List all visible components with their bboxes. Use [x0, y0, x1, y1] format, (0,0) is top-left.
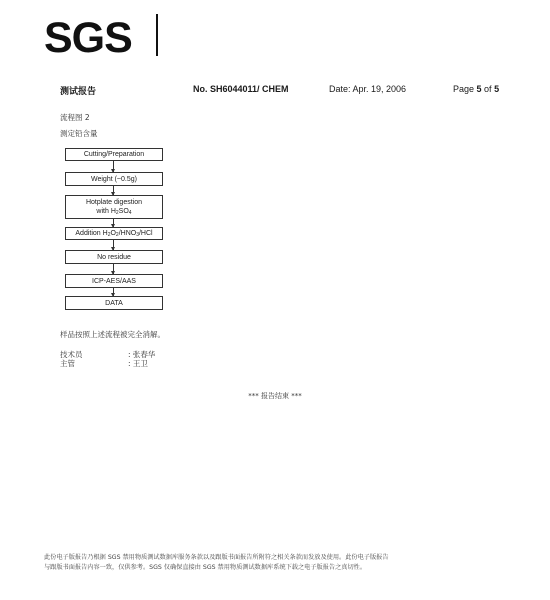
formula-subscript: 4 [128, 210, 132, 216]
formula-text: with H [96, 208, 116, 215]
technician-name: : 张春华 [128, 350, 156, 359]
flow-arrow [113, 264, 114, 274]
flow-step-icp [65, 274, 163, 288]
page-prefix: Page [453, 84, 477, 94]
flow-arrow [113, 186, 114, 195]
flow-step-digestion [65, 195, 163, 219]
flow-arrow [113, 219, 114, 227]
page-indicator [453, 84, 499, 94]
formula-text: Addition H [75, 230, 108, 237]
footer-disclaimer-line2: 与跟版书面报告内容一致，仅供参考。SGS 仅确保直接由 SGS 禁用物质测试数据库系统下载之电子版报告之真切性。 [44, 564, 367, 571]
flow-step-label [75, 229, 152, 238]
logo-text: SGS [44, 14, 132, 62]
flow-step-cutting [65, 148, 163, 161]
formula-text: O [110, 230, 116, 237]
flow-step-addition [65, 227, 163, 240]
page-current: 5 [476, 84, 482, 94]
flow-step-label: Hotplate digestion [85, 199, 143, 206]
report-end-marker: *** 报告结束 *** [248, 392, 302, 400]
flow-step-label: Weight (~0.5g) [91, 175, 137, 183]
flow-arrow [113, 240, 114, 250]
formula-text: SO [118, 208, 129, 215]
flow-step-data [65, 296, 163, 310]
formula-subscript: 2 [115, 210, 119, 216]
report-number: No. SH6044011/ CHEM [193, 84, 289, 94]
formula-text: /HNO [118, 230, 137, 237]
flow-step-label: DATA [105, 299, 123, 307]
flow-step-label: ICP-AES/AAS [92, 277, 136, 285]
flow-step-label: Cutting/Preparation [83, 151, 145, 158]
sgs-logo [44, 14, 132, 62]
technician-label: 技术员 [60, 350, 83, 359]
formula-subscript: 3 [136, 232, 139, 238]
flow-step-no-residue [65, 250, 163, 264]
flow-arrow [113, 288, 114, 296]
flow-step-label [96, 207, 131, 216]
flow-arrow [113, 161, 114, 172]
report-title: 测试报告 [60, 87, 97, 97]
flowchart-title: 流程图 2 [60, 113, 90, 122]
supervisor-label: 主管 [60, 359, 75, 368]
footer-disclaimer-line1: 此份电子版报告乃根据 SGS 禁用物质测试数据库服务条款以及跟版书面报告所附符之相关条款而发放及使用。此份电子版报告 [44, 554, 389, 561]
formula-subscript: 2 [107, 232, 111, 238]
digestion-note: 样品按照上述流程被完全消解。 [60, 330, 165, 339]
supervisor-name: : 王卫 [128, 359, 148, 368]
formula-text: /HCl [138, 230, 153, 237]
report-date: Date: Apr. 19, 2006 [329, 84, 407, 94]
page-total: 5 [494, 84, 500, 94]
flowchart-subtitle: 测定铅含量 [60, 129, 98, 138]
flow-step-weight [65, 172, 163, 186]
formula-subscript: 2 [115, 232, 119, 238]
logo-divider [156, 14, 158, 56]
flow-step-label: No residue [97, 253, 131, 261]
page-of: of [481, 84, 495, 94]
